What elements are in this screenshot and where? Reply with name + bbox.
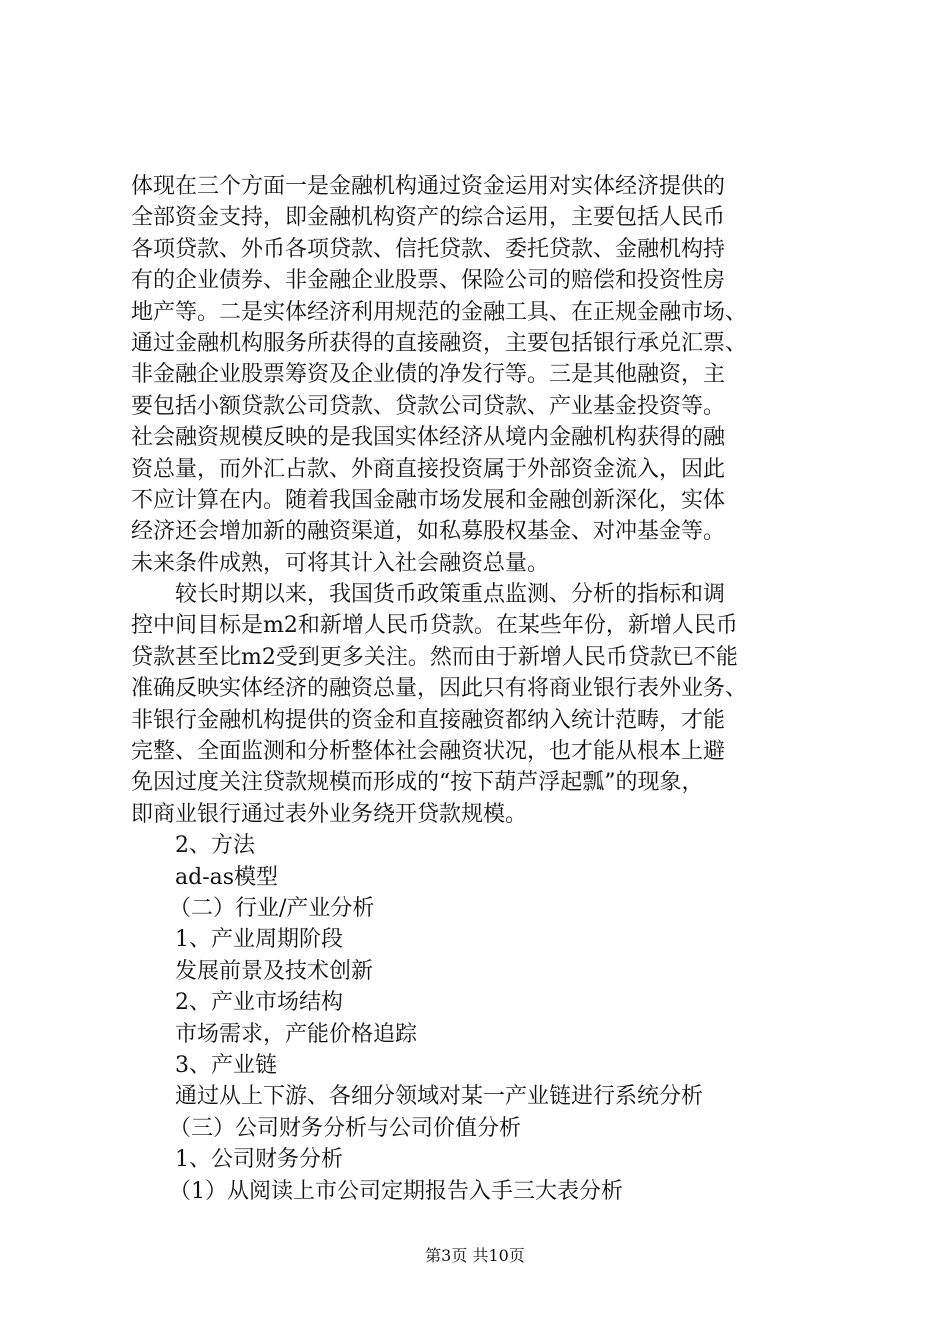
text-line: 经济还会增加新的融资渠道，如私募股权基金、对冲基金等。 [131,519,726,545]
text-line: 非银行金融机构提供的资金和直接融资都纳入统计范畴，才能 [131,707,726,733]
text-line: 完整、全面监测和分析整体社会融资状况，也才能从根本上避 [131,739,726,765]
text-line: 通过从上下游、各细分领域对某一产业链进行系统分析 [175,1084,704,1110]
section-heading: （三）公司财务分析与公司价值分析 [169,1115,522,1141]
text-line: 贷款甚至比m2受到更多关注。然而由于新增人民币贷款已不能 [131,644,738,670]
text-line: 非金融企业股票筹资及企业债的净发行等。三是其他融资，主 [131,362,726,388]
section-heading: （二）行业/产业分析 [169,895,375,921]
text-line: 准确反映实体经济的融资总量，因此只有将商业银行表外业务、 [131,676,748,702]
section-heading: 1、公司财务分析 [175,1147,343,1173]
text-line: （1）从阅读上市公司定期报告入手三大表分析 [169,1178,623,1204]
text-line: 有的企业债券、非金融企业股票、保险公司的赔偿和投资性房 [131,268,726,294]
document-body [131,171,851,1207]
text-line: 即商业银行通过表外业务绕开贷款规模。 [131,801,528,827]
text-line: ad-as模型 [175,864,279,890]
paragraph-first-line: 较长时期以来，我国货币政策重点监测、分析的指标和调 [175,582,726,608]
text-line: 地产等。二是实体经济利用规范的金融工具、在正规金融市场、 [131,299,748,325]
section-heading: 2、产业市场结构 [175,990,343,1016]
text-line: 未来条件成熟，可将其计入社会融资总量。 [131,550,550,576]
text-line: 市场需求，产能价格追踪 [175,1021,418,1047]
section-heading: 1、产业周期阶段 [175,927,343,953]
page-number-footer: 第3页 共10页 [425,1246,525,1265]
text-line: 要包括小额贷款公司贷款、贷款公司贷款、产业基金投资等。 [131,393,726,419]
text-line: 不应计算在内。随着我国金融市场发展和金融创新深化，实体 [131,487,726,513]
section-heading: 3、产业链 [175,1052,277,1078]
text-line: 社会融资规模反映的是我国实体经济从境内金融机构获得的融 [131,425,726,451]
text-line: 通过金融机构服务所获得的直接融资，主要包括银行承兑汇票、 [131,330,748,356]
text-line: 控中间目标是m2和新增人民币贷款。在某些年份，新增人民币 [131,613,738,639]
text-line: 全部资金支持，即金融机构资产的综合运用，主要包括人民币 [131,205,726,231]
text-line: 发展前景及技术创新 [175,958,374,984]
text-line: 免因过度关注贷款规模而形成的“按下葫芦浮起瓢”的现象， [131,770,704,796]
text-line: 各项贷款、外币各项贷款、信托贷款、委托贷款、金融机构持 [131,236,726,262]
text-line: 资总量，而外汇占款、外商直接投资属于外部资金流入，因此 [131,456,726,482]
text-line: 体现在三个方面一是金融机构通过资金运用对实体经济提供的 [131,174,726,199]
section-heading: 2、方法 [175,833,255,859]
